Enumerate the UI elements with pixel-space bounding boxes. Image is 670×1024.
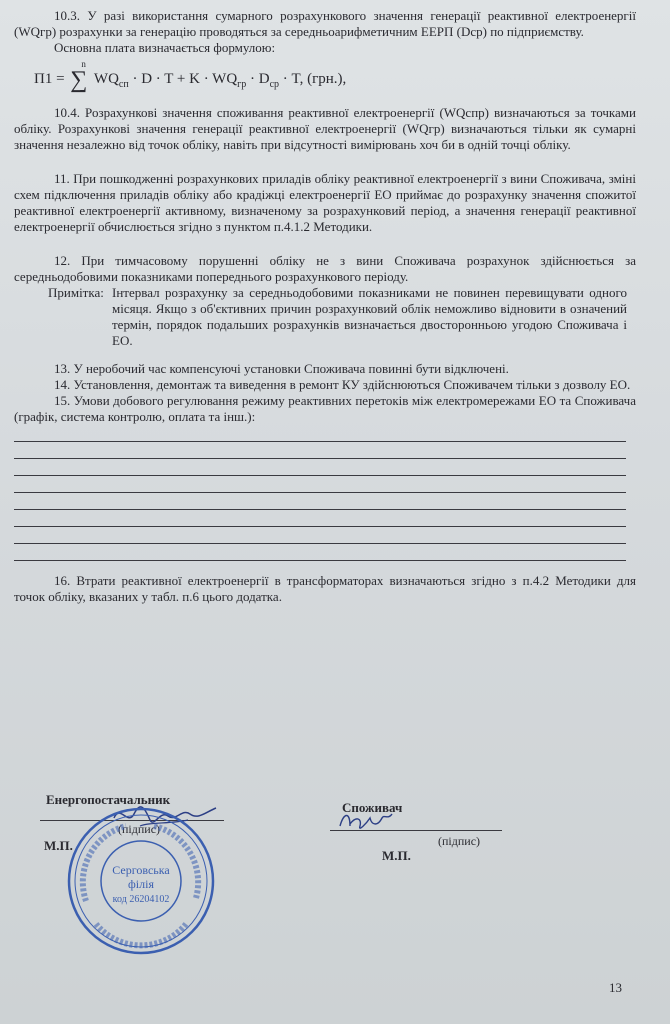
paragraph-10-4: 10.4. Розрахункові значення споживання реактивної електроенергії (WQспр) визначаються за точками обліку. Розрахункові значення генерації реактивної електроенергії (WQгр) визначаються тільки як сумарні значення незалежно від точок обліку, навіть при відсутності вимірювань хоч би в одній точці обліку. (14, 105, 636, 152)
blank-line (14, 527, 626, 544)
formula-wq: WQ (93, 71, 119, 87)
paragraph-16: 16. Втрати реактивної електроенергії в трансформаторах визначаються згідно з п.4.2 Методики для точок обліку, вказаних у табл. п.6 цього додатка. (14, 573, 636, 604)
consumer-label: Споживач (342, 800, 403, 815)
page-number: 13 (609, 980, 622, 995)
paragraph-14: 14. Установлення, демонтаж та виведення в ремонт КУ здійснюються Споживачем тільки з дозволу ЕО. (54, 377, 631, 392)
blank-line (14, 459, 626, 476)
formula-tail: · T, (грн.), (282, 71, 347, 87)
note-label: Примітка: (48, 285, 104, 300)
stamp-line-1: Серговська (112, 863, 170, 877)
supplier-label: Енергопостачальник (46, 792, 171, 807)
stamp-line-2: філія (128, 877, 154, 891)
stamp-line-3: код 26204102 (112, 894, 170, 905)
sum-upper-limit: n (81, 59, 86, 69)
formula-sub-gr: гр (237, 79, 247, 90)
paragraph-11: 11. При пошкодженні розрахункових приладів обліку реактивної електроенергії з вини Споживача, зміні схем підключення приладів обліку або крадіжці електроенергії ЕО приймає до розрахунку значення спожитої реактивної електроенергії активному, визначеному за розрахунковий період, а значення генерації реактивної електроенергії обчислюється згідно з пунктом п.4.1.2 Методики. (14, 171, 636, 234)
blank-lines (14, 425, 636, 561)
formula-mid1: · D · T + K · WQ (132, 71, 238, 87)
paragraph-13: 13. У неробочий час компенсуючі установки Споживача повинні бути відключені. (54, 361, 509, 376)
blank-line (14, 425, 626, 442)
paragraph-12: 12. При тимчасовому порушенні обліку не з вини Споживача розрахунок здійснюється за середньодобовими показниками попереднього розрахункового періоду. (14, 253, 636, 284)
blank-line (14, 544, 626, 561)
consumer-signature (336, 806, 396, 834)
blank-line (14, 510, 626, 527)
consumer-mp: М.П. (382, 848, 411, 863)
formula-sub-sr: ср (269, 79, 280, 90)
note-body: Інтервал розрахунку за середньодобовими показниками не повинен перевищувати одного місяця. Якщо з об'єктивних причин розрахунковий облік неможливо відновити в означений термін, порядок подальших розрахунків визначається двосторонньою угодою Споживача і ЕО. (112, 285, 627, 348)
blank-line (14, 442, 626, 459)
formula-sub-sp: сп (118, 79, 129, 90)
formula-intro: Основна плата визначається формулою: (54, 40, 276, 55)
sum-icon: ∑ (70, 67, 88, 93)
document-body (14, 8, 636, 605)
formula-mid2: · D (250, 71, 270, 87)
supplier-signature-hint: (підпис) (118, 822, 161, 836)
supplier-mp: М.П. (44, 838, 73, 853)
blank-line (14, 476, 626, 493)
formula-lhs: П1 = (34, 71, 65, 87)
paragraph-15: 15. Умови добового регулювання режиму реактивних перетоків між електромережами ЕО та Споживача (графік, система контролю, оплата та інш.): (14, 393, 636, 424)
formula (34, 59, 636, 93)
blank-line (14, 493, 626, 510)
consumer-signature-hint: (підпис) (438, 834, 481, 848)
company-stamp (66, 806, 216, 956)
note (48, 285, 636, 349)
paragraph-10-3: 10.3. У разі використання сумарного розрахункового значення генерації реактивної електроенергії (WQгр) розрахунки за генерацію проводяться за середньоарифметичним ЕЕРП (Dср) по підприємству. (14, 8, 636, 39)
